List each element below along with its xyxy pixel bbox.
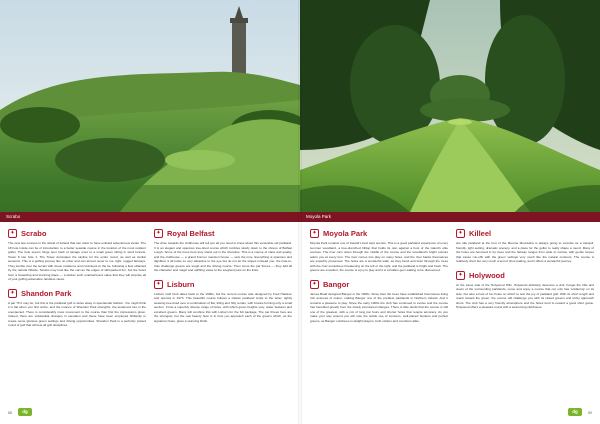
course-entry [8,288,146,328]
club-crest-icon: ✦ [154,280,163,289]
course-title: Scrabo [21,229,47,238]
course-entry [310,228,448,273]
club-crest-icon: ✦ [154,229,163,238]
course-entry [154,279,292,324]
course-entry [456,228,594,264]
course-entry [310,279,448,324]
course-description: Are idle parkland at the foot of the Mourne Mountains is always going to surprise as a tranquil, friendly, tight setting, dramatic scenery, and a place for the golfer to really shape a round. Many of the holes are hemmed in by trees and the fairway ranges from wide to narrow, with gentle slopes that cause run-offs with the green settings very much like the natural contours. The course is relatively short but very much a test of shot making, and it offers a wonderful journey. [456,241,594,263]
course-description: The new few courses in the island of Ireland that can claim to have enlisted adventurous locals. The 18 hole inside can be of introduction to a better seaside course in the location of the most resilient golfer. The hole seems hinge spot back of savage ones to a small green sitting in wind tunnels. Tower 8 into hole 1. The Tower dominates the skyline for the entire round, as well as similar sessions. This is a golfing journey like no other and can almost never to me, tight, rugged fairways. They tumble over the terrain with clever resilience and continued on the tie, following a flow obtained by the natural hillside. Scrabo may look like the cart as the edges of skill-packed fun, but the holes form a rewarding and stunning place — a deliver such entertainment value that they will surprise all of your golfing adrenaline. Endless views. [8,241,146,281]
right-column-2 [456,228,594,316]
club-crest-icon: ✦ [310,229,319,238]
photo-caption: Scrabo [6,214,21,219]
course-description: Lisburn Golf Club dates back to the 1900s, but the current course was designed by Fred Hawtree and opened in 1973. This beautiful course follows a classic parkland script to the letter, tightly weaving tree-lined over a combination of flat, tilting and hilly terrain, with brooks forming only a small section. It has a superbly diverse range of holes, with which green heights vary, water features and excellent greens. Many will combine this with Lisburn for the full package. The par threes here are the strongest, but the real beauty here is in how you approach each of the greens which, as the signature holes, gives a stunning finish. [154,291,292,323]
course-description: James Braid designed Bangor in the 1900s. Since then the trees have established themselves lining rich avenues of colour, making Bangor one of the prettiest parklands in Northern Ireland. And it remains a pleasure to play. Since the early 1900s the club has continued to evolve and the course has benefited greatly from the slowly introduced changes. There is little doubt that the course is still one of the greatest, with a mix of long par fours and shorter holes that require accuracy. As you make your way around you will note the subtle use of contours, well-placed bunkers and perfect greens, as Bangor continues to delight players, both visitors and members alike. [310,291,448,323]
right-page [300,0,600,424]
course-title: Royal Belfast [167,229,215,238]
logo-badge: dg [568,408,582,416]
course-description: Moyola Park remains one of Ireland's best kept secrets. This is a good parkland experience of every summer woodland, a tree-drenched hilltop that holds its own against a host of the island's elite courses. The river runs down through the middle of the course and the woodland's bright colours adorn you at every turn. The river comes into play on many holes, and the river banks themselves are superbly presented. The holes are a wonderful walk, as they bend and twist through the trees with the river sometimes threatening on the left or the right, and the parkland is bright and fresh. The greens are excellent, the course is a joy to play and it is a hidden gem waiting to be discovered. [310,241,448,272]
moyola-park-photo [300,0,600,212]
page-number: 88 [8,411,12,415]
scrabo-photo [0,0,300,212]
left-column-2 [154,228,292,329]
course-entry [456,270,594,310]
spine-shadow [298,0,302,424]
course-description: A par 70 it may be, but this is the parkland golf to delve away in spectacular fashion. You might think it is flat when you first arrive, and the nuance of Shandon Park strengths, the testament lies in the unexpected. There is considerably more movement to the course than first the impressions given. Indeed, there are substantial changes in elevation and these have been employed brilliantly to create some glorious green settings and driving opportunities. Shandon Park is a perfectly poised round of golf that will test all golf disciplines. [8,300,146,327]
course-entry [154,228,292,273]
course-title: Shandon Park [21,288,72,298]
club-crest-icon: ✦ [8,289,17,298]
club-crest-icon: ✦ [456,271,465,280]
left-column-1 [8,228,146,334]
course-title: Killeel [469,229,492,238]
logo-badge: dg [18,408,32,416]
course-title: Lisburn [167,279,195,289]
course-description: The drive towards the clubhouse will tell you all you need to know about this venerable old parkland. It is an elegant and spacious tree-lined course which tumbles slowly down to the shores of Belfast Lough. Some of the trees here truly stand out in the shoreline. This is a course of class and quality, and the clubhouse — a grand Former mansion house — sets the tone. Everything is spacious and dignified. It all looks so very attractive to the eye but do not let the slopes mislead you: the hole-to-hole challenge greens are tough and the driving course. Then come the par threes — they add all the character and magic and uplifting views to the toughest pars on the links. [154,241,292,272]
page-number: 89 [588,411,592,415]
photo-caption-bar [300,212,600,222]
photo-caption-bar [0,212,300,222]
club-crest-icon: ✦ [8,229,17,238]
course-description: At the same side of the Holywood Hills, Holywood definitely deserves a visit. Forget the hills and views of the surrounding parklands, come and enjoy a course that not only has 'soldiering' on its side, but also a host of fun holes on which to test the joy of parkland golf. With its short length and reach toward the green, the course will challenge you with its raised greens and tricky approach shots. The club has a very friendly atmosphere and the holes tend to reward a good short game. Holywood offers a pleasant round with a welcoming clubhouse. [456,282,594,309]
course-title: Holywood [469,270,505,280]
club-crest-icon: ✦ [456,229,465,238]
course-entry [8,228,146,282]
photo-caption: Moyola Park [306,214,332,219]
course-title: Bangor [323,279,350,289]
right-column-1 [310,228,448,329]
course-title: Moyola Park [323,229,368,238]
club-crest-icon: ✦ [310,280,319,289]
